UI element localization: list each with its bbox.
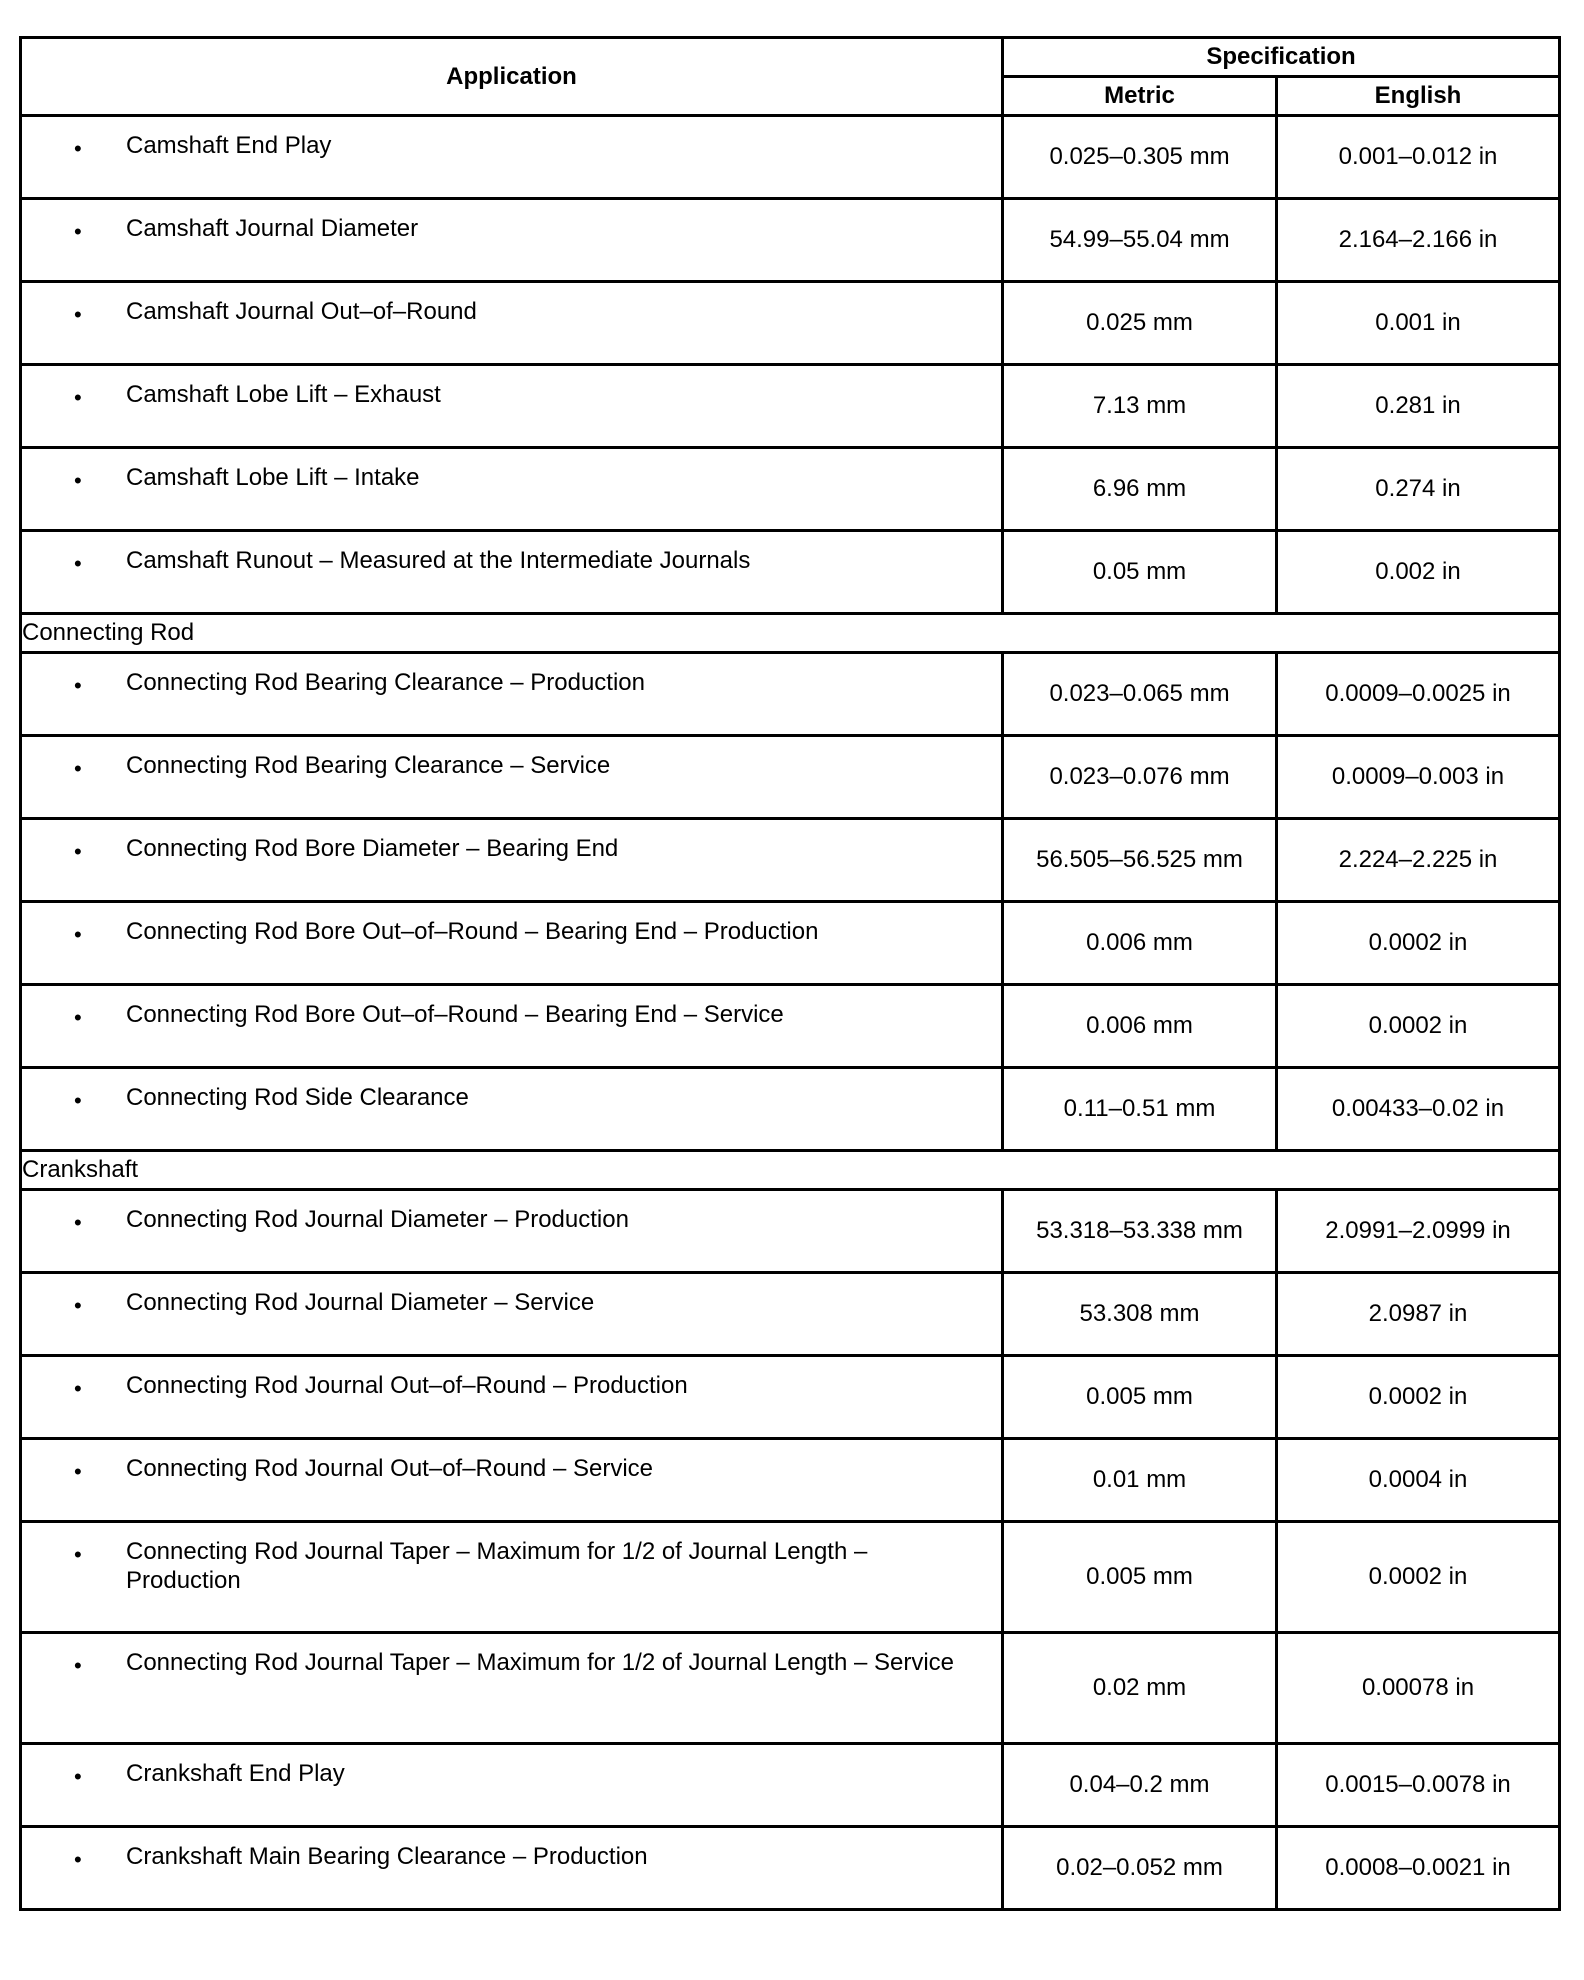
application-label: Connecting Rod Journal Out–of–Round – Production xyxy=(126,1372,688,1399)
english-value: 0.0004 in xyxy=(1277,1439,1560,1522)
english-value: 0.0002 in xyxy=(1277,902,1560,985)
bullet-icon: • xyxy=(74,302,82,327)
metric-value: 0.025 mm xyxy=(1003,282,1277,365)
metric-value: 0.01 mm xyxy=(1003,1439,1277,1522)
bullet-icon: • xyxy=(74,673,82,698)
application-header: Application xyxy=(21,38,1003,116)
bullet-icon: • xyxy=(74,1459,82,1484)
bullet-icon: • xyxy=(74,136,82,161)
application-label: Connecting Rod Journal Diameter – Production xyxy=(126,1206,629,1233)
application-label: Connecting Rod Bearing Clearance – Production xyxy=(126,669,645,696)
header-row-top xyxy=(21,38,1560,77)
table-row xyxy=(21,448,1560,531)
section-row xyxy=(21,614,1560,653)
application-label: Connecting Rod Side Clearance xyxy=(126,1084,469,1111)
section-title: Connecting Rod xyxy=(21,614,1560,653)
english-value: 0.00433–0.02 in xyxy=(1277,1068,1560,1151)
english-value: 0.0002 in xyxy=(1277,985,1560,1068)
application-label: Camshaft End Play xyxy=(126,132,332,159)
application-label: Connecting Rod Bore Out–of–Round – Bearing End – Production xyxy=(126,918,819,945)
english-value: 0.274 in xyxy=(1277,448,1560,531)
metric-value: 53.318–53.338 mm xyxy=(1003,1190,1277,1273)
application-cell xyxy=(21,653,1003,736)
application-cell xyxy=(21,116,1003,199)
application-label: Connecting Rod Journal Diameter – Service xyxy=(126,1289,595,1316)
metric-value: 53.308 mm xyxy=(1003,1273,1277,1356)
application-label: Camshaft Lobe Lift – Exhaust xyxy=(126,381,441,408)
table-header xyxy=(21,38,1560,116)
metric-value: 0.025–0.305 mm xyxy=(1003,116,1277,199)
section-title: Crankshaft xyxy=(21,1151,1560,1190)
table-row xyxy=(21,116,1560,199)
table-row xyxy=(21,199,1560,282)
table-row xyxy=(21,531,1560,614)
bullet-icon: • xyxy=(74,1210,82,1235)
metric-value: 0.02 mm xyxy=(1003,1633,1277,1744)
application-cell xyxy=(21,1827,1003,1910)
bullet-icon: • xyxy=(74,839,82,864)
table-body xyxy=(21,116,1560,1910)
application-cell xyxy=(21,1356,1003,1439)
bullet-icon: • xyxy=(74,922,82,947)
table-row xyxy=(21,1522,1560,1633)
english-value: 0.0009–0.0025 in xyxy=(1277,653,1560,736)
metric-value: 0.023–0.076 mm xyxy=(1003,736,1277,819)
bullet-icon: • xyxy=(74,1764,82,1789)
application-label: Camshaft Runout – Measured at the Intermediate Journals xyxy=(126,547,751,574)
specification-header: Specification xyxy=(1003,38,1560,77)
bullet-icon: • xyxy=(74,385,82,410)
metric-value: 7.13 mm xyxy=(1003,365,1277,448)
application-cell xyxy=(21,1439,1003,1522)
metric-value: 0.006 mm xyxy=(1003,985,1277,1068)
application-label: Crankshaft Main Bearing Clearance – Production xyxy=(126,1843,648,1870)
application-cell xyxy=(21,1522,1003,1633)
application-cell xyxy=(21,985,1003,1068)
application-cell xyxy=(21,448,1003,531)
application-cell xyxy=(21,736,1003,819)
application-cell xyxy=(21,1068,1003,1151)
metric-value: 0.05 mm xyxy=(1003,531,1277,614)
table-row xyxy=(21,365,1560,448)
application-cell xyxy=(21,902,1003,985)
table-row xyxy=(21,1744,1560,1827)
table-row xyxy=(21,1273,1560,1356)
metric-value: 6.96 mm xyxy=(1003,448,1277,531)
english-value: 2.0991–2.0999 in xyxy=(1277,1190,1560,1273)
table-row xyxy=(21,1068,1560,1151)
application-label: Crankshaft End Play xyxy=(126,1760,345,1787)
english-value: 0.0002 in xyxy=(1277,1356,1560,1439)
bullet-icon: • xyxy=(74,551,82,576)
table-row xyxy=(21,1633,1560,1744)
application-cell xyxy=(21,282,1003,365)
application-cell xyxy=(21,199,1003,282)
bullet-icon: • xyxy=(74,756,82,781)
english-value: 2.164–2.166 in xyxy=(1277,199,1560,282)
table-row xyxy=(21,736,1560,819)
english-value: 0.0015–0.0078 in xyxy=(1277,1744,1560,1827)
table-row xyxy=(21,1439,1560,1522)
english-value: 0.281 in xyxy=(1277,365,1560,448)
application-label: Camshaft Journal Out–of–Round xyxy=(126,298,477,325)
english-value: 0.0008–0.0021 in xyxy=(1277,1827,1560,1910)
application-cell xyxy=(21,1273,1003,1356)
metric-value: 0.006 mm xyxy=(1003,902,1277,985)
bullet-icon: • xyxy=(74,1847,82,1872)
metric-value: 0.11–0.51 mm xyxy=(1003,1068,1277,1151)
table-row xyxy=(21,902,1560,985)
table-row xyxy=(21,819,1560,902)
bullet-icon: • xyxy=(74,1293,82,1318)
application-cell xyxy=(21,1190,1003,1273)
bullet-icon: • xyxy=(74,1005,82,1030)
metric-value: 0.005 mm xyxy=(1003,1522,1277,1633)
application-label: Connecting Rod Bore Diameter – Bearing End xyxy=(126,835,619,862)
metric-value: 0.02–0.052 mm xyxy=(1003,1827,1277,1910)
english-header: English xyxy=(1277,77,1560,116)
application-label: Connecting Rod Bearing Clearance – Service xyxy=(126,752,611,779)
english-value: 0.001–0.012 in xyxy=(1277,116,1560,199)
metric-header: Metric xyxy=(1003,77,1277,116)
english-value: 0.0009–0.003 in xyxy=(1277,736,1560,819)
application-label: Camshaft Journal Diameter xyxy=(126,215,419,242)
section-row xyxy=(21,1151,1560,1190)
application-label: Connecting Rod Journal Taper – Maximum for 1/2 of Journal Length – Service xyxy=(126,1649,955,1676)
english-value: 0.002 in xyxy=(1277,531,1560,614)
application-cell xyxy=(21,1633,1003,1744)
application-cell xyxy=(21,365,1003,448)
table-row xyxy=(21,985,1560,1068)
bullet-icon: • xyxy=(74,1653,82,1678)
english-value: 0.0002 in xyxy=(1277,1522,1560,1633)
table-row xyxy=(21,282,1560,365)
english-value: 0.001 in xyxy=(1277,282,1560,365)
bullet-icon: • xyxy=(74,1542,82,1567)
application-label: Connecting Rod Bore Out–of–Round – Bearing End – Service xyxy=(126,1001,784,1028)
bullet-icon: • xyxy=(74,219,82,244)
table-row xyxy=(21,1190,1560,1273)
specification-table xyxy=(19,36,1561,1911)
application-label: Connecting Rod Journal Out–of–Round – Service xyxy=(126,1455,653,1482)
metric-value: 0.023–0.065 mm xyxy=(1003,653,1277,736)
application-label: Connecting Rod Journal Taper – Maximum for 1/2 of Journal Length – Production xyxy=(126,1538,868,1594)
application-cell xyxy=(21,531,1003,614)
metric-value: 0.005 mm xyxy=(1003,1356,1277,1439)
metric-value: 56.505–56.525 mm xyxy=(1003,819,1277,902)
english-value: 0.00078 in xyxy=(1277,1633,1560,1744)
table-row xyxy=(21,1827,1560,1910)
application-cell xyxy=(21,1744,1003,1827)
bullet-icon: • xyxy=(74,468,82,493)
bullet-icon: • xyxy=(74,1088,82,1113)
metric-value: 0.04–0.2 mm xyxy=(1003,1744,1277,1827)
bullet-icon: • xyxy=(74,1376,82,1401)
english-value: 2.224–2.225 in xyxy=(1277,819,1560,902)
table-row xyxy=(21,1356,1560,1439)
table-row xyxy=(21,653,1560,736)
metric-value: 54.99–55.04 mm xyxy=(1003,199,1277,282)
application-label: Camshaft Lobe Lift – Intake xyxy=(126,464,420,491)
application-cell xyxy=(21,819,1003,902)
english-value: 2.0987 in xyxy=(1277,1273,1560,1356)
